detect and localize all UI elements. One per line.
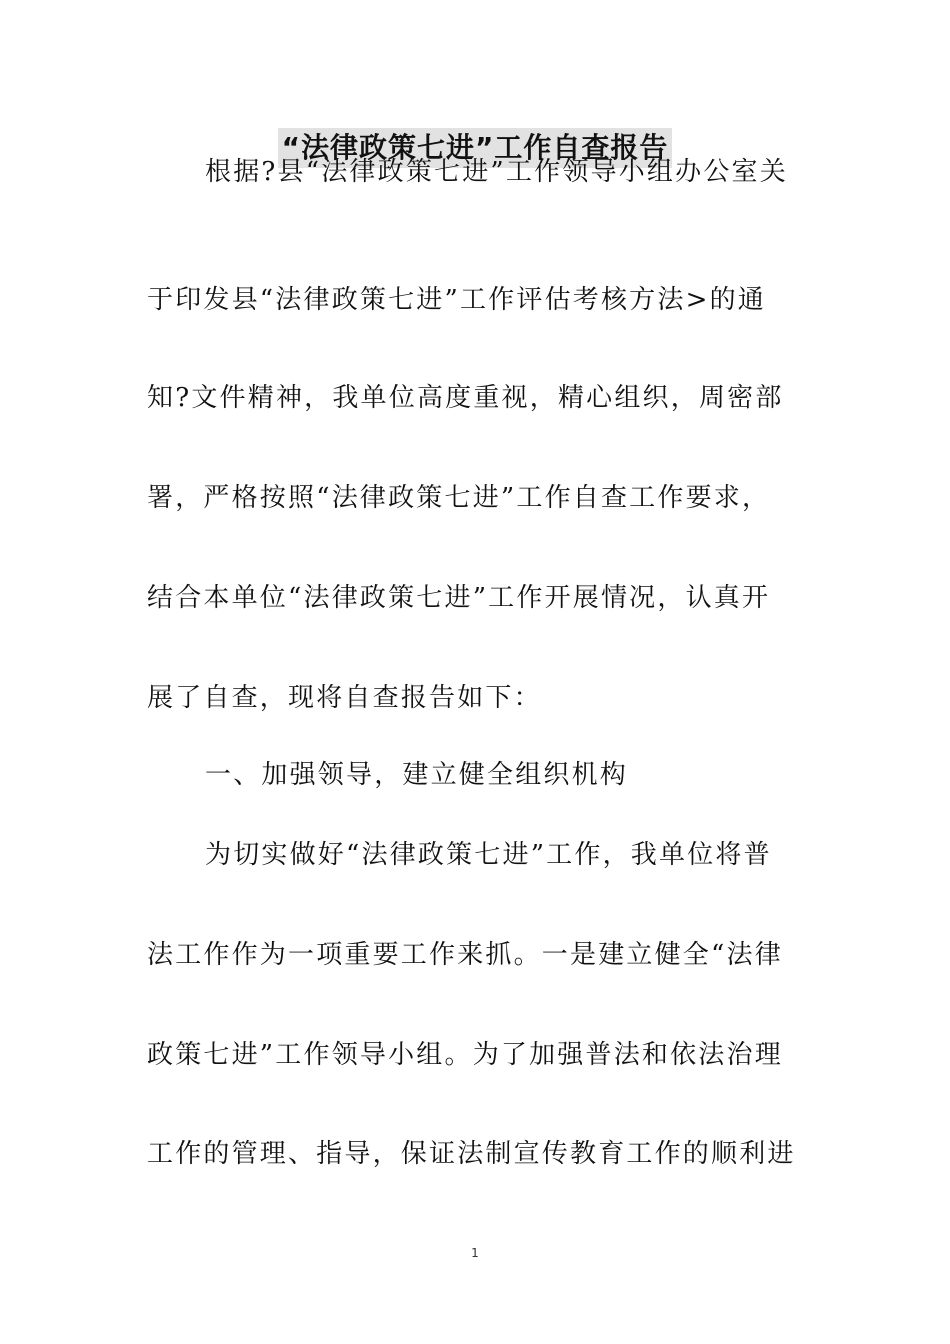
body-line: 法工作作为一项重要工作来抓。一是建立健全“法律 <box>147 940 783 970</box>
body-line: 工作的管理、指导，保证法制宣传教育工作的顺利进 <box>147 1139 796 1169</box>
body-line: 展了自查，现将自查报告如下： <box>147 683 542 713</box>
body-line: 结合本单位“法律政策七进”工作开展情况，认真开 <box>147 583 771 613</box>
page-number: 1 <box>471 1246 479 1260</box>
document-title: “法律政策七进”工作自查报告 <box>278 128 673 168</box>
body-line: 知?文件精神，我单位高度重视，精心组织，周密部 <box>147 383 784 413</box>
body-line: 署，严格按照“法律政策七进”工作自查工作要求， <box>147 483 771 513</box>
body-line: 根据?县“法律政策七进”工作领导小组办公室关 <box>205 157 788 187</box>
body-line: 于印发县“法律政策七进”工作评估考核方法>的通 <box>147 285 766 315</box>
body-line: 为切实做好“法律政策七进”工作，我单位将普 <box>205 840 772 870</box>
body-line: 政策七进”工作领导小组。为了加强普法和依法治理 <box>147 1040 783 1070</box>
section-heading: 一、加强领导，建立健全组织机构 <box>205 760 629 790</box>
